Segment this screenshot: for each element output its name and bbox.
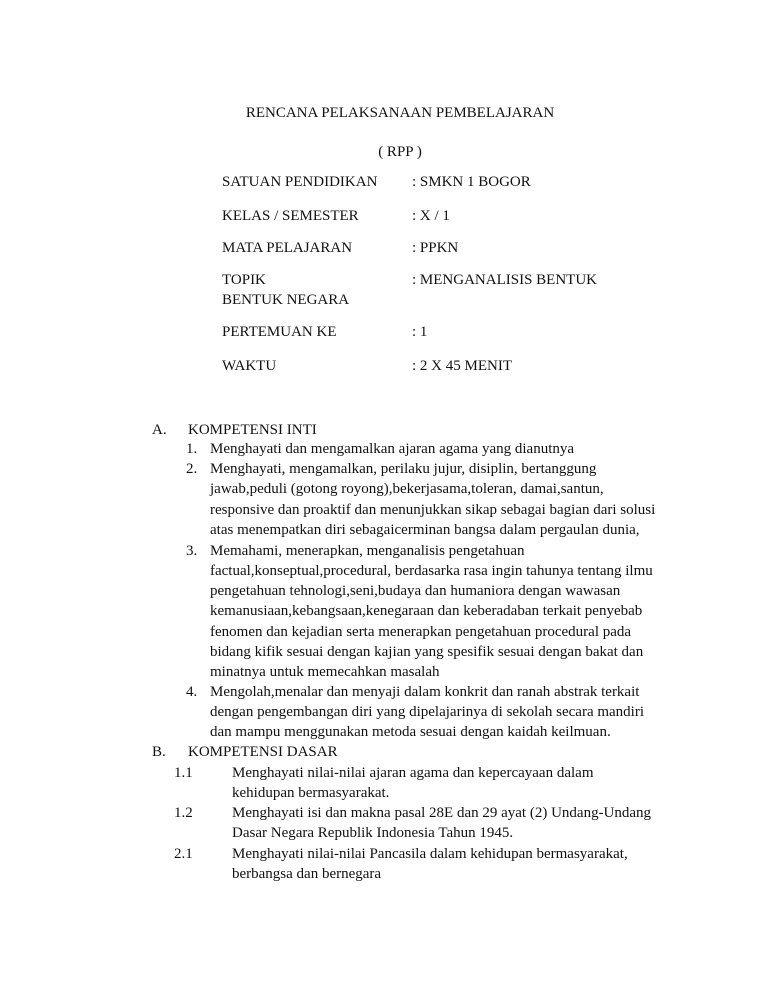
list-item-line: bidang kifik sesuai dengan kajian yang spesifik sesuai dengan bakat dan — [210, 644, 644, 660]
identity-label-mapel: MATA PELAJARAN — [222, 240, 353, 256]
list-number: 1. — [186, 441, 198, 457]
document-title: RENCANA PELAKSANAAN PEMBELAJARAN — [245, 105, 555, 121]
list-item-line: Menghayati isi dan makna pasal 28E dan 29 ayat (2) Undang-Undang — [232, 805, 652, 821]
identity-value-topik: : MENGANALISIS BENTUK — [412, 272, 597, 288]
identity-label-kelas: KELAS / SEMESTER — [222, 208, 359, 224]
list-item-line: jawab,peduli (gotong royong),bekerjasama,toleran, damai,santun, — [210, 481, 604, 497]
identity-label-pertemuan: PERTEMUAN KE — [222, 324, 337, 340]
list-item-line: dan mampu menggunakan metoda sesuai dengan kaidah keilmuan. — [210, 724, 611, 740]
identity-value-pertemuan: : 1 — [412, 324, 428, 340]
list-number: 1.2 — [174, 805, 193, 821]
list-number: 3. — [186, 543, 198, 559]
list-number: 2. — [186, 461, 198, 477]
identity-label-waktu: WAKTU — [222, 358, 277, 374]
list-item-line: Menghayati dan mengamalkan ajaran agama yang dianutnya — [210, 441, 575, 457]
section-heading: KOMPETENSI DASAR — [188, 744, 338, 760]
list-item-line: Memahami, menerapkan, menganalisis pengetahuan — [210, 543, 525, 559]
identity-value-waktu: : 2 X 45 MENIT — [412, 358, 512, 374]
section-heading: KOMPETENSI INTI — [188, 422, 317, 438]
list-item-line: pengetahuan tehnologi,seni,budaya dan humaniora dengan wawasan — [210, 583, 621, 599]
document-subtitle: ( RPP ) — [378, 144, 422, 160]
identity-label-topik-line2: BENTUK NEGARA — [222, 292, 350, 308]
identity-label-satuan: SATUAN PENDIDIKAN — [222, 174, 378, 190]
list-number: 1.1 — [174, 765, 193, 781]
identity-value-satuan: : SMKN 1 BOGOR — [412, 174, 531, 190]
list-item-line: Mengolah,menalar dan menyaji dalam konkrit dan ranah abstrak terkait — [210, 684, 640, 700]
identity-label-topik: TOPIK — [222, 272, 266, 288]
list-item-line: factual,konseptual,procedural, berdasarka rasa ingin tahunya tentang ilmu — [210, 563, 653, 579]
list-item-line: kehidupan bermasyarakat. — [232, 785, 390, 801]
list-item-line: Menghayati nilai-nilai Pancasila dalam kehidupan bermasyarakat, — [232, 846, 628, 862]
list-item-line: berbangsa dan bernegara — [232, 866, 382, 882]
identity-value-mapel: : PPKN — [412, 240, 459, 256]
list-item-line: fenomen dan kejadian serta menerapkan pengetahuan procedural pada — [210, 624, 632, 640]
list-item-line: Dasar Negara Republik Indonesia Tahun 1945. — [232, 825, 514, 841]
list-item-line: kemanusiaan,kebangsaan,kenegaraan dan keberadaban terkait penyebab — [210, 603, 643, 619]
list-item-line: responsive dan proaktif dan menunjukkan sikap sebagai bagian dari solusi — [210, 502, 656, 518]
list-item-line: dengan pengembangan diri yang dipelajarinya di sekolah secara mandiri — [210, 704, 645, 720]
section-marker: A. — [152, 422, 167, 438]
list-item-line: atas menempatkan diri sebagaicerminan bangsa dalam pergaulan dunia, — [210, 522, 640, 538]
list-item-line: Menghayati, mengamalkan, perilaku jujur, disiplin, bertanggung — [210, 461, 597, 477]
list-number: 4. — [186, 684, 198, 700]
section-marker: B. — [152, 744, 166, 760]
identity-value-kelas: : X / 1 — [412, 208, 450, 224]
list-item-line: minatnya untuk memecahkan masalah — [210, 664, 440, 680]
list-number: 2.1 — [174, 846, 193, 862]
list-item-line: Menghayati nilai-nilai ajaran agama dan kepercayaan dalam — [232, 765, 594, 781]
